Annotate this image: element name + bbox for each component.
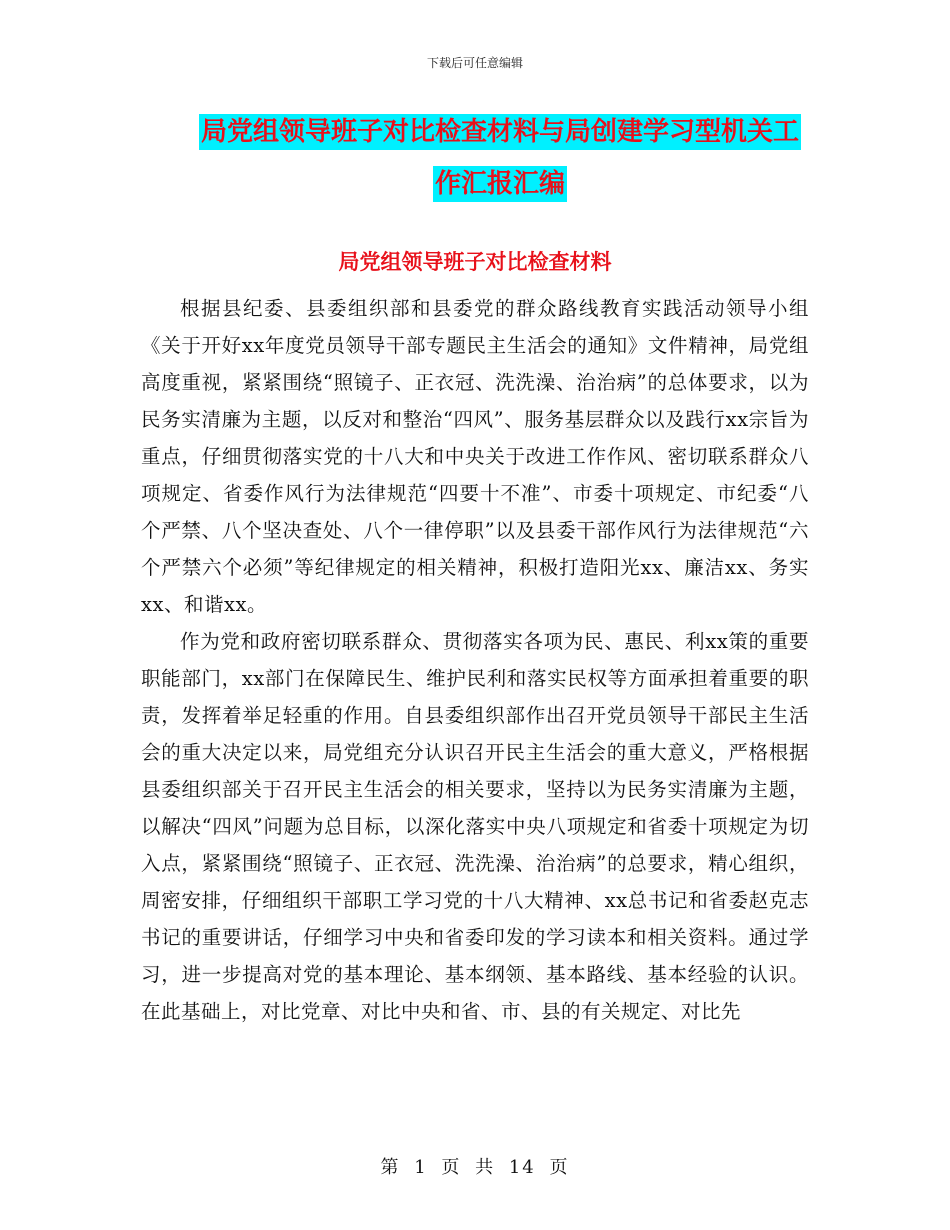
document-body (141, 290, 809, 1030)
document-title-line-1: 局党组领导班子对比检查材料与局创建学习型机关工 (199, 114, 801, 150)
paragraph-2: 作为党和政府密切联系群众、贯彻落实各项为民、惠民、利xx策的重要职能部门，xx部门在保障民生、维护民利和落实民权等方面承担着重要的职责，发挥着举足轻重的作用。自县委组织部作出召开党员领导干部民主生活会的重大决定以来，局党组充分认识召开民主生活会的重大意义，严格根据县委组织部关于召开民主生活会的相关要求，坚持以为民务实清廉为主题，以解决“四风”问题为总目标，以深化落实中央八项规定和省委十项规定为切入点，紧紧围绕“照镜子、正衣冠、洗洗澡、治治病”的总要求，精心组织，周密安排，仔细组织干部职工学习党的十八大精神、xx总书记和省委赵克志书记的重要讲话，仔细学习中央和省委印发的学习读本和相关资料。通过学习，进一步提高对党的基本理论、基本纲领、基本路线、基本经验的认识。在此基础上，对比党章、对比中央和省、市、县的有关规定、对比先 (141, 630, 809, 1023)
paragraph-1: 根据县纪委、县委组织部和县委党的群众路线教育实践活动领导小组《关于开好xx年度党员领导干部专题民主生活会的通知》文件精神，局党组高度重视，紧紧围绕“照镜子、正衣冠、洗洗澡、治治病”的总体要求，以为民务实清廉为主题，以反对和整治“四风”、服务基层群众以及践行xx宗旨为重点，仔细贯彻落实党的十八大和中央关于改进工作作风、密切联系群众八项规定、省委作风行为法律规范“四要十不准”、市委十项规定、市纪委“八个严禁、八个坚决查处、八个一律停职”以及县委干部作风行为法律规范“六个严禁六个必须”等纪律规定的相关精神，积极打造阳光xx、廉洁xx、务实xx、和谐xx。 (141, 297, 809, 616)
document-title-line-2: 作汇报汇编 (433, 166, 567, 202)
section-title: 局党组领导班子对比检查材料 (338, 249, 612, 274)
page-footer: 第 1 页 共 14 页 (380, 1157, 570, 1178)
document-title (190, 106, 810, 210)
header-note: 下载后可任意编辑 (426, 56, 523, 70)
